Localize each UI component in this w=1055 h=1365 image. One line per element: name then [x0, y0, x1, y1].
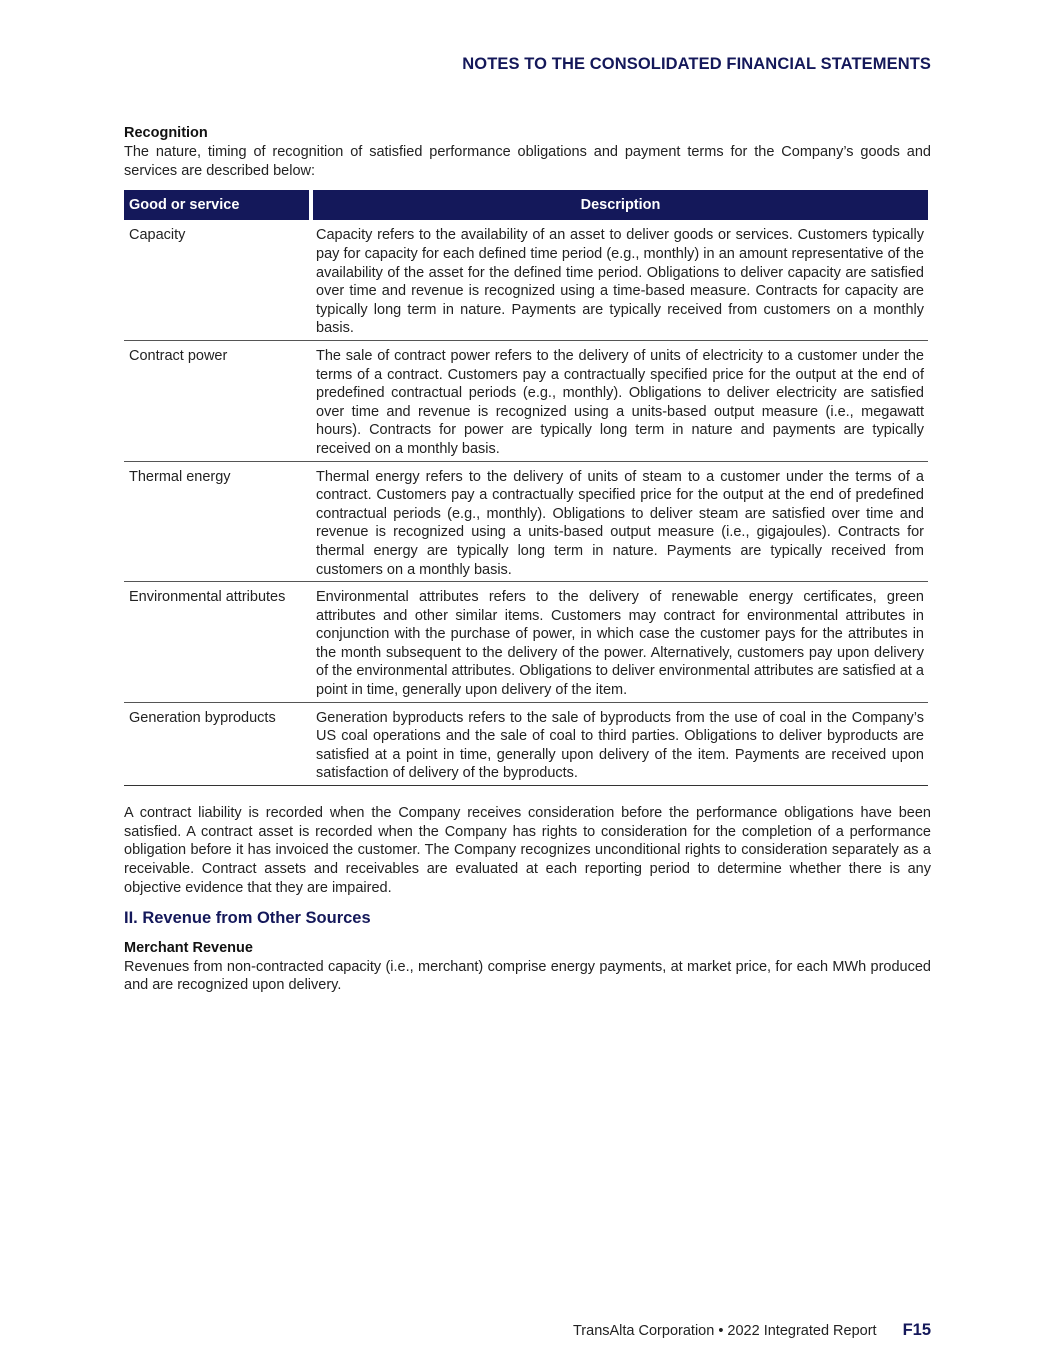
table-row — [124, 220, 928, 340]
row-description: Environmental attributes refers to the delivery of renewable energy certificates, green attributes and other similar items. Customers may contract for environmental attributes in conjunction with the purchase of power, in which case the customer pays for the attributes in the month subsequent to the delivery of the power. Alternatively, customers pay upon delivery of the environmental attributes. Obligations to deliver environmental attributes are satisfied at a point in time, generally upon delivery of the item. — [311, 582, 928, 703]
table-row — [124, 340, 928, 461]
column-header-description: Description — [311, 190, 928, 220]
merchant-revenue-text: Revenues from non-contracted capacity (i.e., merchant) comprise energy payments, at market price, for each MWh produced and are recognized upon delivery. — [124, 958, 931, 994]
column-header-good-or-service: Good or service — [124, 190, 311, 220]
main-content — [124, 124, 931, 995]
row-name: Capacity — [124, 220, 311, 340]
page-number: F15 — [902, 1321, 931, 1339]
table-header-row — [124, 190, 928, 220]
table-row — [124, 582, 928, 703]
row-name: Thermal energy — [124, 461, 311, 582]
row-name: Environmental attributes — [124, 582, 311, 703]
page-header-title: NOTES TO THE CONSOLIDATED FINANCIAL STATEMENTS — [462, 55, 931, 73]
row-name: Contract power — [124, 340, 311, 461]
merchant-revenue-heading: Merchant Revenue — [124, 939, 253, 956]
contract-liability-paragraph: A contract liability is recorded when the Company receives consideration before the performance obligations have been satisfied. A contract asset is recorded when the Company has rights to consideration for the completion of a performance obligation before it has invoiced the customer. The Company recognizes unconditional rights to consideration separately as a receivable. Contract assets and receivables are evaluated at each reporting period to determine whether there is any objective evidence that they are impaired. — [124, 805, 931, 896]
row-description: Thermal energy refers to the delivery of units of steam to a customer under the terms of a contract. Customers pay a contractually specified price for the output at the end of predefined contractual periods (e.g., monthly). Obligations to deliver steam are satisfied over time and revenue is recognized using a units-based output measure (i.e., gigajoules). Contracts for thermal energy are typically long term in nature. Payments are typically received from customers on a monthly basis. — [311, 461, 928, 582]
row-description: The sale of contract power refers to the delivery of units of electricity to a customer under the terms of a contract. Customers pay a contractually specified price for the output at the end of predefined contractual periods (e.g., monthly). Obligations to deliver electricity are satisfied over time and revenue is recognized using a units-based output measure (i.e., megawatt hours). Contracts for power are typically long term in nature and payments are typically received on a monthly basis. — [311, 340, 928, 461]
table-row — [124, 702, 928, 785]
revenue-table — [124, 190, 928, 786]
row-description: Generation byproducts refers to the sale of byproducts from the use of coal in the Company’s US coal operations and the sale of coal to third parties. Obligations to deliver byproducts are satisfied at a point in time, generally upon delivery of the item. Payments are received upon satisfaction of delivery of the byproducts. — [311, 702, 928, 785]
page-footer — [573, 1321, 931, 1340]
recognition-heading: Recognition — [124, 125, 208, 141]
row-description: Capacity refers to the availability of an asset to deliver goods or services. Customers typically pay for capacity for each defined time period (e.g., monthly) in an amount representative of the availability of the asset for the defined time period. Obligations to deliver capacity are satisfied over time and revenue is recognized using a time-based measure. Contracts for capacity are typically long term in nature. Payments are typically received from customers on a monthly basis. — [311, 220, 928, 340]
recognition-intro: The nature, timing of recognition of satisfied performance obligations and payment terms for the Company’s goods and services are described below: — [124, 144, 931, 179]
other-sources-heading: II. Revenue from Other Sources — [124, 908, 371, 927]
row-name: Generation byproducts — [124, 702, 311, 785]
footer-company: TransAlta Corporation • 2022 Integrated Report — [572, 1323, 877, 1339]
table-row — [124, 461, 928, 582]
